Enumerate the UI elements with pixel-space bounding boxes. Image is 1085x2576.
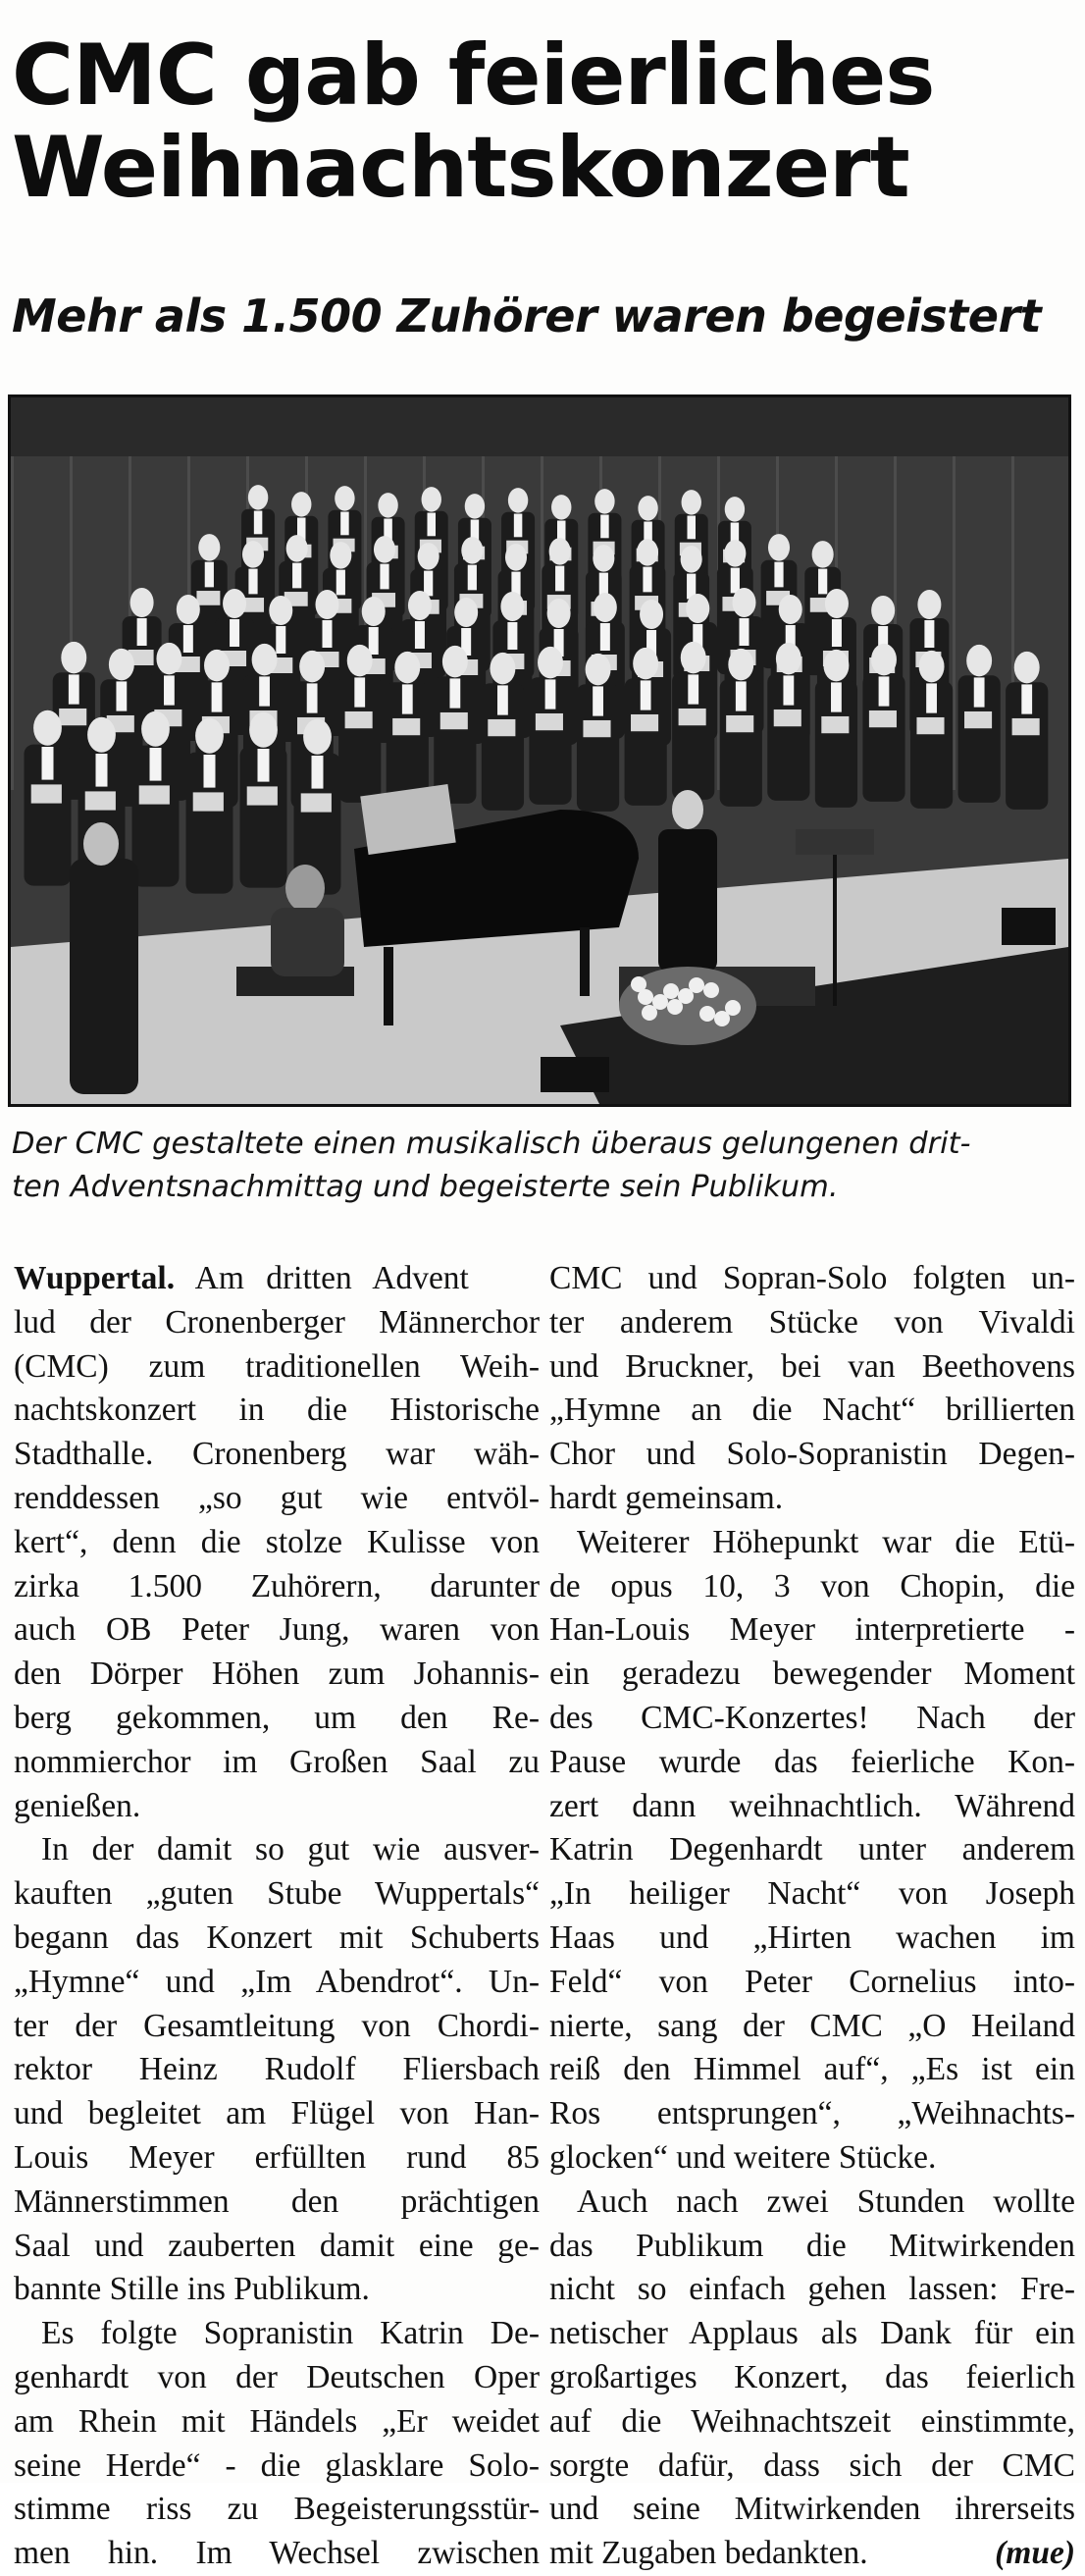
photo-singer-shirt [204,755,216,788]
photo-singer-head [177,595,200,624]
article-line: Pause wurde das feierliche Kon- [549,1743,1075,1780]
article-line: kauften „guten Stube Wuppertals“ [14,1875,540,1913]
photo-singer-head [465,494,485,519]
photo-foreground-figure [70,859,138,1094]
photo-singer-head [141,711,170,747]
article-line: glocken“ und weitere Stücke. [549,2138,937,2176]
headline-line-1: CMC gab feierliches [12,26,935,125]
article-line: stimme riss zu Begeisterungsstür- [14,2491,540,2528]
photo-singer-sheet [916,717,944,734]
article-line: und Bruckner, bei van Beethovens [549,1347,1075,1385]
article-line: Ros entsprungen“, „Weihnachts- [549,2095,1075,2132]
caption-line-2: ten Adventsnachmittag und begeisterte sein Publikum. [12,1170,839,1204]
article-line: auch OB Peter Jung, waren von [14,1611,540,1649]
photo-singer-head [725,497,745,522]
photo-singer-sheet [869,710,897,727]
photo-singer-sheet [536,713,563,730]
photo-singer-head [871,644,897,675]
photo-singer-head [547,599,571,628]
article-line: Han-Louis Meyer interpretierte - [549,1611,1075,1649]
article-line: genhardt von der Deutschen Oper [14,2358,540,2395]
photo-singer-shirt [926,683,937,712]
photo-singer-head [779,595,802,624]
photo-singer-shirt [514,514,523,538]
article-line: genießen. [14,1787,141,1824]
article-line: ter der Gesamtleitung von Chordi- [14,2007,540,2044]
photo-singer-head [919,651,945,682]
photo-singer-shirt [259,676,270,706]
photo-singer-shirt [641,680,651,710]
article-line: am Rhein mit Händels „Er weidet [14,2402,540,2440]
article-line: ter anderem Stücke von Vivaldi [549,1303,1075,1341]
article-line: Louis Meyer erfüllten rund 85 [14,2138,540,2176]
photo-speaker [1002,908,1056,945]
photo-singer-sheet [59,709,86,725]
photo-singer-head [586,654,611,685]
article-line [14,1257,540,1301]
photo-piano-leg [384,947,393,1025]
photo-singer-head [330,542,351,569]
article-line: Feld“ von Peter Cornelius into- [549,1963,1075,2000]
photo-singer-head [242,541,264,568]
article-line: CMC und Sopran-Solo folgten un- [549,1260,1075,1296]
photo-singer-shirt [248,569,257,595]
photo-singer-shirt [688,516,697,540]
photo-singer-shirt [1021,684,1032,713]
photo-singer-shirt [424,571,433,597]
photo-singer-shirt [415,621,425,649]
article-line: das Publikum die Mitwirkenden [549,2227,1075,2264]
photo-flower [725,1000,741,1016]
photo-singer-shirt [137,618,147,646]
photo-singer-shirt [774,562,783,588]
photo-singer-head [549,538,571,565]
subheadline: Mehr als 1.500 Zuhörer waren begeistert [12,289,1042,342]
photo-singer-shirt [354,677,365,707]
photo-singer-shirt [183,625,193,653]
photo-singer-head [681,546,702,573]
photo-piano-music-stand [360,784,455,855]
photo-singer-shirt [307,683,318,712]
photo-singer-head [299,651,325,682]
photo-singer-sheet [774,710,801,726]
article-line: „Hymne an die Nacht“ brillierten [549,1392,1075,1429]
photo-singer-shirt [336,570,345,596]
photo-flower [703,982,719,998]
headline-line-2: Weihnachtskonzert [12,119,909,217]
photo-singer-shirt [369,627,379,655]
photo-pianist-body [271,908,344,976]
photo-conductor-head [672,790,703,829]
photo-singer-head [109,649,134,680]
photo-singer-shirt [924,620,934,648]
photo-singer-shirt [545,679,556,709]
photo-singer-head [394,652,420,683]
article-line: „Hymne“ und „Im Abendrot“. Un- [14,1963,540,2000]
photo-singer-head [252,644,278,675]
photo-singer-shirt [736,681,747,710]
photo-singer-head [418,543,439,570]
photo-singer-shirt [292,563,301,589]
photo-singer-head [347,645,373,676]
photo-singer-head [966,645,992,676]
photo-singer-head [335,486,354,511]
photo-singer-shirt [974,677,985,707]
photo-singer-head [61,642,86,673]
photo-singer-shirt [507,622,517,650]
photo-singer-head [316,590,339,619]
photo-flower [699,1006,715,1022]
photo-singer-shirt [116,681,127,710]
photo-singer-head [594,489,614,514]
article-line: auf die Weihnachtszeit einstimmte, [549,2402,1075,2440]
article-line: begann das Konzert mit Schuberts [14,1919,540,1956]
photo-speaker [541,1057,609,1092]
photo-singer-shirt [402,684,413,713]
article-column-right [549,1257,1075,2576]
article-line: sorgte dafür, dass sich der CMC [549,2446,1075,2484]
article-line: des CMC-Konzertes! Nach der [549,1699,1075,1736]
article-line: netischer Applaus als Dank für ein [549,2315,1075,2352]
caption-line-1: Der CMC gestaltete einen musikalisch überaus gelungenen drit- [12,1127,971,1161]
photo-singer-shirt [69,674,79,704]
article-line: und seine Mitwirkenden ihrerseits [549,2491,1075,2528]
article-line: lud der Cronenberger Männerchor [14,1303,540,1341]
photo-flower [689,977,704,993]
photo-singer-head [156,643,181,674]
photo-singer-head [461,537,483,564]
photo-singer-sheet [247,786,278,805]
article-line: den Dörper Höhen zum Johannis- [14,1656,540,1693]
photo-singer-head [249,712,278,748]
photo-singer-shirt [212,682,223,711]
photo-singer-shirt [258,749,270,782]
photo-singer-head [248,485,268,510]
photo-singer-shirt [818,569,827,595]
photo-singer-shirt [150,748,162,781]
photo-foreground-head [83,822,119,866]
photo-singer-sheet [139,785,170,804]
article-line: hardt gemeinsam. [549,1479,784,1516]
photo-singer-head [776,643,801,674]
photo-singer-shirt [276,626,285,654]
photo-caption [12,1123,1071,1209]
article-line: zirka 1.500 Zuhörern, darunter [14,1567,540,1604]
photo-singer-shirt [428,513,437,537]
photo-singer-sheet [193,792,224,811]
photo-singer-shirt [340,512,349,536]
photo-flower [638,989,653,1005]
photo-singer-head [269,596,292,625]
photo-singer-head [686,594,709,623]
photo-singer-shirt [688,674,698,704]
photo-singer-sheet [631,714,658,731]
article-line: ein geradezu bewegender Moment [549,1656,1075,1693]
article-line: nachtskonzert in die Historische [14,1392,540,1429]
article-line: nierte, sang der CMC „O Heiland [549,2007,1075,2044]
article-line: großartiges Konzert, das feierlich [549,2358,1075,2395]
photo-singer-sheet [301,793,332,812]
photo-singer-head [768,534,790,561]
photo-singer-head [508,488,528,513]
article-line: de opus 10, 3 von Chopin, die [549,1567,1075,1604]
photo-singer-sheet [964,711,992,728]
photo-singer-head [378,493,397,518]
photo-singer-head [637,539,658,566]
photo-singer-head [728,649,753,680]
photo-singer-head [223,589,246,618]
author-signature: (mue) [995,2535,1075,2572]
photo-singer-sheet [821,716,849,733]
article-line: berg gekommen, um den Re- [14,1699,540,1736]
photo-singer-shirt [831,682,842,711]
article-line: Männerstimmen den prächtigen [14,2182,540,2220]
article-line: Katrin Degenhardt unter anderem [549,1831,1075,1868]
photo-singer-head [681,642,706,673]
photo-singer-head [286,535,308,562]
photo-pianist-head [285,865,325,912]
photo-singer-head [500,592,524,621]
photo-ceiling [11,397,1068,456]
photo-singer-shirt [600,623,610,651]
photo-singer-shirt [312,756,324,789]
article-line: und begleitet am Flügel von Han- [14,2095,540,2132]
photo-singer-head [724,540,746,567]
photo-singer-head [593,545,614,572]
photo-singer-shirt [42,747,54,780]
photo-singer-shirt [643,567,651,593]
photo-singer-head [823,650,849,681]
photo-singer-shirt [230,619,239,647]
photo-singer-head [362,597,386,626]
article-line: Auch nach zwei Stunden wollte [577,2182,1075,2220]
article-line: seine Herde“ - die glasklare Solo- [14,2446,540,2484]
photo-singer-head [1014,652,1040,683]
photo-singer-sheet [196,591,220,605]
photo-wall-panel [953,456,956,790]
photo-singer-head [538,647,563,678]
photo-singer-head [682,490,701,515]
photo-singer-head [87,717,116,753]
photo-singer-shirt [96,754,108,787]
photo-singer-shirt [783,675,794,705]
photo-singer-shirt [254,511,263,535]
photo-singer-sheet [679,709,706,725]
photo-singer-head [871,596,895,625]
photo-flower [663,983,679,999]
photo-singer-head [812,541,834,568]
article-line: kert“, denn die stolze Kulisse von [14,1523,540,1560]
photo-singer-sheet [31,784,62,803]
article-line: (CMC) zum traditionellen Weih- [14,1347,540,1385]
photo-singer-head [408,591,432,620]
photo-conductor-body [658,829,717,972]
photo-singer-head [454,598,478,627]
photo-singer-head [33,710,62,746]
article-line: nicht so einfach gehen lassen: Fre- [549,2271,1075,2308]
article-line [549,2532,1075,2576]
photo-singer-head [825,589,849,618]
photo-singer-shirt [323,620,333,648]
photo-singer-shirt [832,619,842,647]
photo-singer-head [303,719,332,755]
choir-concert-photo-icon [11,397,1068,1104]
article-column-left [14,1257,540,2576]
photo-singer-sheet [440,712,468,729]
photo-singer-head [633,648,658,679]
photo-singer-sheet [726,715,753,732]
photo-singer-sheet [85,791,116,810]
article-line: nommierchor im Großen Saal zu [14,1743,540,1780]
article-line-text: Am dritten Advent [175,1260,469,1296]
photo-singer-head [374,536,395,563]
photo-singer-shirt [879,676,890,706]
photo-singer-shirt [380,564,388,590]
photo-singer-shirt [449,678,460,708]
headline [12,26,1071,217]
photo-singer-shirt [205,562,214,588]
photo-wall-panel [11,456,14,790]
article-line: Es folgte Sopranistin Katrin De- [41,2315,540,2352]
article-line-text: mit Zugaben bedankten. [549,2535,868,2572]
article-line: bannte Stille ins Publikum. [14,2271,370,2308]
article-line: Chor und Solo-Sopranistin Degen- [549,1436,1075,1473]
photo-singer-sheet [392,718,420,735]
article-line: Weiterer Höhepunkt war die Etü- [577,1523,1075,1560]
photo-singer-head [917,590,941,619]
photo-singer-sheet [488,719,515,736]
photo-singer-shirt [497,685,508,714]
article-line: In der damit so gut wie ausver- [41,1831,540,1868]
photo-singer-shirt [555,566,564,592]
photo-singer-shirt [164,675,175,705]
photo-singer-sheet [583,720,610,737]
photo-singer-head [422,487,441,512]
article-line: renddessen „so gut wie entvöl- [14,1479,540,1516]
photo-singer-shirt [731,568,740,594]
photo-singer-head [640,600,663,629]
photo-singer-head [204,650,230,681]
article-line: men hin. Im Wechsel zwischen [14,2535,540,2572]
dateline: Wuppertal. [14,1260,176,1296]
photo-music-stand-top [796,829,874,855]
photo-singer-head [130,588,154,617]
choir-concert-photo [8,394,1071,1107]
photo-singer-head [291,492,311,517]
photo-singer-sheet [1012,718,1040,735]
photo-singer-sheet [345,711,373,728]
article-line: rektor Heinz Rudolf Fliersbach [14,2051,540,2088]
photo-singer-shirt [600,515,609,539]
photo-singer-head [505,544,527,571]
photo-singer-shirt [740,618,749,646]
photo-piano-leg [580,927,590,996]
article-line: Stadthalle. Cronenberg war wäh- [14,1436,540,1473]
photo-singer-head [490,653,515,684]
article-line: „In heiliger Nacht“ von Joseph [549,1875,1075,1913]
article-line: reiß den Himmel auf“, „Es ist ein [549,2051,1075,2088]
photo-singer-head [594,593,617,622]
photo-singer-head [638,496,657,521]
article-line: Saal und zauberten damit eine ge- [14,2227,540,2264]
photo-singer-head [733,588,756,617]
photo-singer-head [551,495,571,520]
article-line: Haas und „Hirten wachen im [549,1919,1075,1956]
photo-singer-head [195,718,224,754]
article-line: zert dann weihnachtlich. Während [549,1787,1075,1824]
photo-singer-head [442,646,468,677]
photo-singer-head [198,534,220,561]
photo-singer-shirt [468,565,477,591]
photo-singer-shirt [593,686,603,715]
